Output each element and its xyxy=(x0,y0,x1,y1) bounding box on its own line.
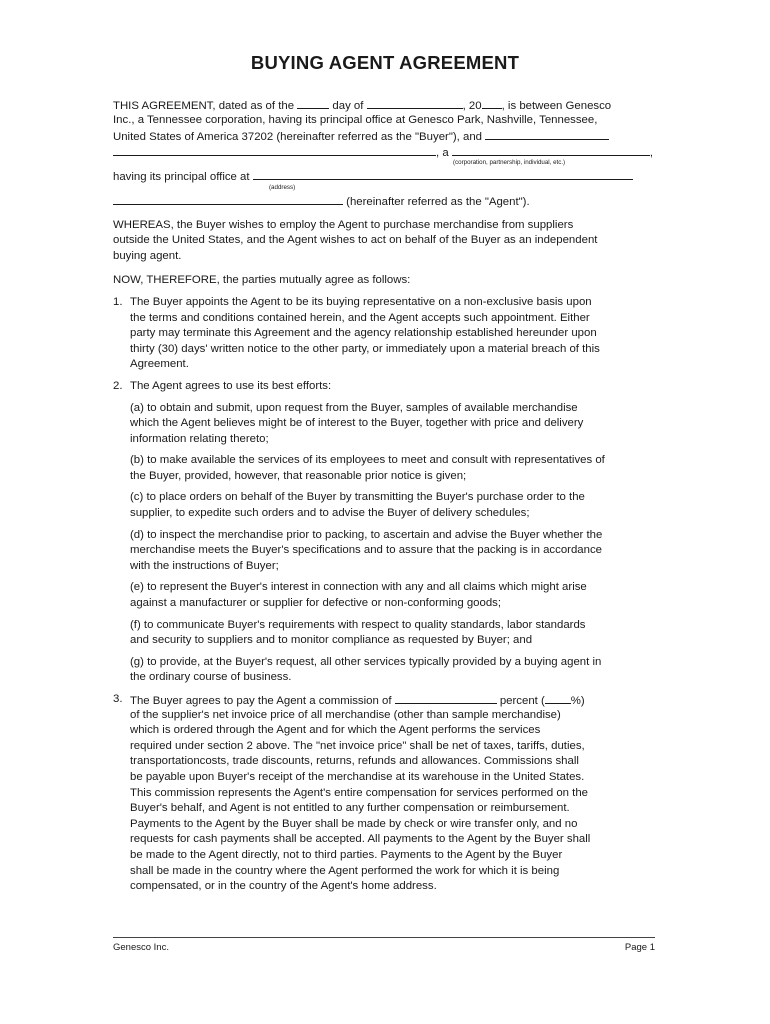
clause-2b xyxy=(113,453,658,484)
intro-text: having its principal office at xyxy=(113,171,253,184)
clause-line: compensated, or in the country of the Agent's home address. xyxy=(130,880,437,893)
clause-2e xyxy=(113,580,658,611)
address-hint: (address) xyxy=(269,183,296,191)
clause-number: 2. xyxy=(113,379,123,392)
clause-line: be payable upon Buyer's receipt of the merchandise at its warehouse in the United States. xyxy=(130,770,585,783)
clause-2a xyxy=(113,401,658,448)
clause-line: Payments to the Agent by the Buyer shall be made by check or wire transfer only, and no xyxy=(130,817,578,830)
footer-divider xyxy=(113,937,655,938)
whereas-line: buying agent. xyxy=(113,249,182,262)
whereas-line: WHEREAS, the Buyer wishes to employ the Agent to purchase merchandise from suppliers xyxy=(113,218,574,231)
subclause-line: (f) to communicate Buyer's requirements with respect to quality standards, labor standards xyxy=(130,618,586,631)
intro-text: Inc., a Tennessee corporation, having its principal office at Genesco Park, Nashville, Tennessee, xyxy=(113,113,598,126)
clause-line: transportationcosts, trade discounts, returns, refunds and allowances. Commissions shall xyxy=(130,755,579,768)
address-blank[interactable] xyxy=(253,168,633,180)
subclause-line: merchandise meets the Buyer's specifications and to assure that the packing is in accordance xyxy=(130,544,602,557)
document-title: BUYING AGENT AGREEMENT xyxy=(250,52,520,73)
clause-1 xyxy=(113,295,658,373)
therefore-line: NOW, THEREFORE, the parties mutually agree as follows: xyxy=(113,274,411,287)
footer-page-number: Page 1 xyxy=(624,942,655,953)
clause-text: %) xyxy=(570,695,585,707)
intro-text: , 20 xyxy=(462,100,482,112)
intro-text: THIS AGREEMENT, dated as of the xyxy=(113,100,298,112)
clause-2 xyxy=(113,379,658,395)
clause-line: The Buyer appoints the Agent to be its buying representative on a non-exclusive basis upon xyxy=(130,295,592,308)
agent-name-blank[interactable] xyxy=(485,128,609,140)
clause-line: required under section 2 above. The "net invoice price" shall be net of taxes, tariffs, duties, xyxy=(130,739,585,752)
subclause-line: (b) to make available the services of its employees to meet and consult with representatives of xyxy=(130,454,605,467)
subclause-line: (d) to inspect the merchandise prior to packing, to ascertain and advise the Buyer whether the xyxy=(130,528,603,541)
subclause-line: information relating thereto; xyxy=(130,432,269,445)
clause-text: The Buyer agrees to pay the Agent a commission of xyxy=(130,695,395,707)
address-blank-cont[interactable] xyxy=(113,193,343,205)
clause-line: thirty (30) days' written notice to the other party, or immediately upon a material breach of this xyxy=(130,342,600,355)
subclause-line: the Buyer, provided, however, that reasonable prior notice is given; xyxy=(130,469,467,482)
clause-line: Buyer's behalf, and Agent is not entitled to any further compensation or reimbursement. xyxy=(130,802,570,815)
commission-percent-blank[interactable] xyxy=(545,692,571,704)
clause-number: 1. xyxy=(113,295,123,308)
subclause-line: (a) to obtain and submit, upon request from the Buyer, samples of available merchandise xyxy=(130,401,578,414)
whereas-paragraph xyxy=(113,218,658,265)
clause-line: be made to the Agent directly, not to third parties. Payments to the Agent by the Buyer xyxy=(130,848,563,861)
subclause-line: supplier, to expedite such orders and to advise the Buyer of delivery schedules; xyxy=(130,507,530,520)
agent-name-blank-cont[interactable] xyxy=(113,144,436,156)
intro-text: (hereinafter referred as the "Agent"). xyxy=(343,195,530,208)
subclause-line: and security to suppliers and to monitor compliance as requested by Buyer; and xyxy=(130,634,533,647)
entity-type-blank[interactable] xyxy=(452,144,650,156)
intro-text: United States of America 37202 (hereinafter referred as the "Buyer"), and xyxy=(113,131,482,144)
year-blank[interactable] xyxy=(482,97,502,109)
day-blank[interactable] xyxy=(297,97,329,109)
clause-2f xyxy=(113,618,658,649)
entity-type-hint: (corporation, partnership, individual, etc.) xyxy=(453,159,566,167)
clause-text: percent ( xyxy=(496,695,545,707)
subclause-line: which the Agent believes might be of interest to the Buyer, together with price and delivery xyxy=(130,417,584,430)
subclause-line: (e) to represent the Buyer's interest in connection with any and all claims which might arise xyxy=(130,581,587,594)
clause-line: the terms and conditions contained herein, and the Agent accepts such appointment. Either xyxy=(130,311,590,324)
clause-2c xyxy=(113,490,658,521)
clause-line: party may terminate this Agreement and the agency relationship established hereunder upon xyxy=(130,327,597,340)
commission-blank[interactable] xyxy=(395,692,497,704)
clause-line: The Agent agrees to use its best efforts: xyxy=(130,379,332,392)
subclause-line: with the instructions of Buyer; xyxy=(130,559,279,572)
intro-text: , xyxy=(649,146,654,159)
clause-line: of the supplier's net invoice price of all merchandise (other than sample merchandise) xyxy=(130,708,561,721)
document-body xyxy=(113,97,658,895)
clause-line: This commission represents the Agent's entire compensation for services performed on the xyxy=(130,786,589,799)
whereas-line: outside the United States, and the Agent wishes to act on behalf of the Buyer as an independent xyxy=(113,234,598,247)
clause-number: 3. xyxy=(113,693,123,705)
footer-company: Genesco Inc. xyxy=(113,942,169,953)
subclause-line: against a manufacturer or supplier for defective or non-conforming goods; xyxy=(130,597,502,610)
subclause-line: (c) to place orders on behalf of the Buyer by transmitting the Buyer's purchase order to the xyxy=(130,491,585,504)
subclause-line: (g) to provide, at the Buyer's request, all other services typically provided by a buying agent in xyxy=(130,655,602,668)
intro-text: , is between Genesco xyxy=(501,100,612,112)
clause-line: Agreement. xyxy=(130,358,189,371)
intro-text: day of xyxy=(329,100,367,112)
intro-text: , a xyxy=(436,146,452,159)
clause-line: requests for cash payments shall be accepted. All payments to the Agent by the Buyer shall xyxy=(130,833,591,846)
clause-line: shall be made in the country where the Agent performed the work for which it is being xyxy=(130,864,560,877)
intro-paragraph xyxy=(113,97,658,209)
clause-2g xyxy=(113,655,658,686)
clause-line: which is ordered through the Agent and for which the Agent performs the services xyxy=(130,724,541,737)
clause-2d xyxy=(113,528,658,575)
subclause-line: the ordinary course of business. xyxy=(130,671,292,684)
clause-3 xyxy=(113,692,658,895)
month-blank[interactable] xyxy=(367,97,463,109)
